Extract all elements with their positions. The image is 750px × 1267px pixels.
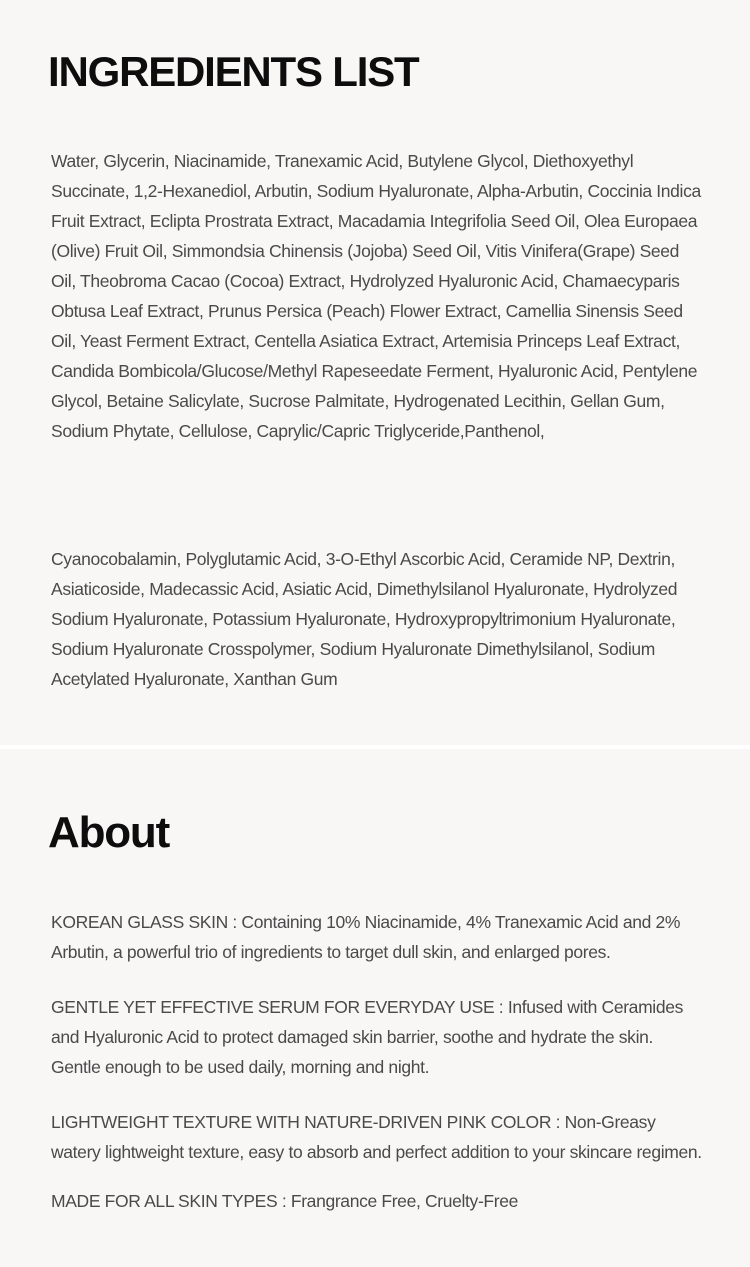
ingredients-paragraph-1: Water, Glycerin, Niacinamide, Tranexamic Acid, Butylene Glycol, Diethoxyethyl Succinate, 1,2-Hexanediol, Arbutin, Sodium Hyaluronate, Alpha-Arbutin, Coccinia Indica Fruit Extract, Eclipta Prostrata Extract, Macadamia Integrifolia Seed Oil, Olea Europaea (Olive) Fruit Oil, Simmondsia Chinensis (Jojoba) Seed Oil, Vitis Vinifera(Grape) Seed Oil, Theobroma Cacao (Cocoa) Extract, Hydrolyzed Hyaluronic Acid, Chamaecyparis Obtusa Leaf Extract, Prunus Persica (Peach) Flower Extract, Camellia Sinensis Seed Oil, Yeast Ferment Extract, Centella Asiatica Extract, Artemisia Princeps Leaf Extract, Candida Bombicola/Glucose/Methyl Rapeseedate Ferment, Hyaluronic Acid, Pentylene Glycol, Betaine Salicylate, Sucrose Palmitate, Hydrogenated Lecithin, Gellan Gum, Sodium Phytate, Cellulose, Caprylic/Capric Triglyceride,Panthenol, [51,151,701,441]
about-skin-types: MADE FOR ALL SKIN TYPES : Frangrance Free, Cruelty-Free [51,1191,519,1211]
about-korean-glass-skin: KOREAN GLASS SKIN : Containing 10% Niacinamide, 4% Tranexamic Acid and 2% Arbutin, a powerful trio of ingredients to target dull skin, and enlarged pores. [51,912,681,962]
about-section [0,749,750,1267]
ingredients-paragraph-2: Cyanocobalamin, Polyglutamic Acid, 3-O-Ethyl Ascorbic Acid, Ceramide NP, Dextrin, Asiaticoside, Madecassic Acid, Asiatic Acid, Dimethylsilanol Hyaluronate, Hydrolyzed Sodium Hyaluronate, Potassium Hyaluronate, Hydroxypropyltrimonium Hyaluronate, Sodium Hyaluronate Crosspolymer, Sodium Hyaluronate Dimethylsilanol, Sodium Acetylated Hyaluronate, Xanthan Gum [51,549,678,689]
ingredients-title: INGREDIENTS LIST [48,48,419,95]
about-title: About [48,808,170,857]
about-lightweight-texture: LIGHTWEIGHT TEXTURE WITH NATURE-DRIVEN PINK COLOR : Non-Greasy watery lightweight texture, easy to absorb and perfect addition to your skincare regimen. [51,1112,702,1162]
about-gentle-serum: GENTLE YET EFFECTIVE SERUM FOR EVERYDAY USE : Infused with Ceramides and Hyaluronic Acid to protect damaged skin barrier, soothe and hydrate the skin. Gentle enough to be used daily, morning and night. [51,997,683,1077]
